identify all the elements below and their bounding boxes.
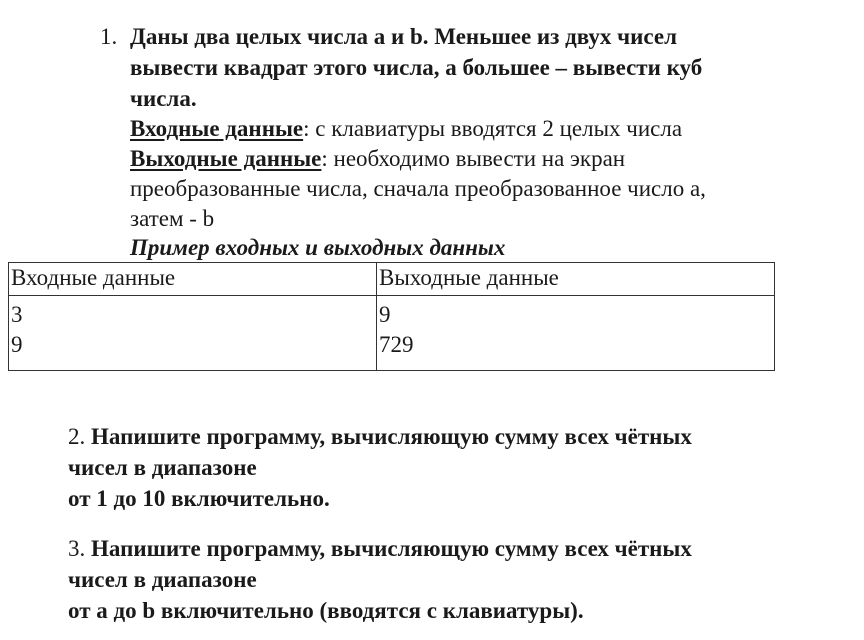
- input-value-2: 9: [11, 332, 23, 357]
- task3-text-1: Напишите программу, вычисляющую сумму всех чётных: [91, 536, 692, 561]
- output-data-label: Выходные данные: [130, 146, 322, 171]
- task1-number: 1.: [100, 24, 118, 49]
- table-row: [9, 296, 775, 371]
- table-header-output: Выходные данные: [377, 263, 775, 296]
- task2-line-3: от 1 до 10 включительно.: [68, 486, 330, 511]
- output-data-text-2: преобразованные числа, сначала преобразованное число а,: [130, 176, 706, 201]
- task2-line-1: [68, 422, 692, 452]
- task1-title-line-3: числа.: [130, 86, 197, 111]
- example-heading: Пример входных и выходных данных: [130, 235, 506, 260]
- task1-title-line-1: Даны два целых числа a и b. Меньшее из двух чисел: [130, 24, 677, 49]
- table-cell-output: [377, 296, 775, 371]
- table-header-row: [9, 263, 775, 296]
- output-data-text-3: затем - b: [130, 206, 215, 231]
- output-data-text-1: : необходимо вывести на экран: [321, 146, 626, 171]
- table-cell-input: [9, 296, 377, 371]
- output-value-1: 9: [379, 302, 391, 327]
- task1-title-line-2: вывести квадрат этого числа, а большее – вывести куб: [130, 55, 703, 80]
- task2-text-1: Напишите программу, вычисляющую сумму всех чётных: [91, 424, 692, 449]
- input-data-label: Входные данные: [130, 116, 304, 141]
- table-header-input: Входные данные: [9, 263, 377, 296]
- task3-line-1: [68, 534, 692, 564]
- task3-line-2: чисел в диапазоне: [68, 567, 257, 592]
- task2-number: 2.: [68, 424, 86, 449]
- task2-line-2: чисел в диапазоне: [68, 455, 257, 480]
- task3-line-3: от а до b включительно (вводятся с клавиатуры).: [68, 598, 584, 623]
- task3-number: 3.: [68, 536, 86, 561]
- input-value-1: 3: [11, 302, 23, 327]
- input-data-text: : с клавиатуры вводятся 2 целых числа: [303, 116, 683, 141]
- output-value-2: 729: [379, 332, 414, 357]
- task1-output-description: [130, 144, 625, 174]
- task1-input-description: [130, 114, 682, 144]
- io-example-table: [8, 262, 775, 371]
